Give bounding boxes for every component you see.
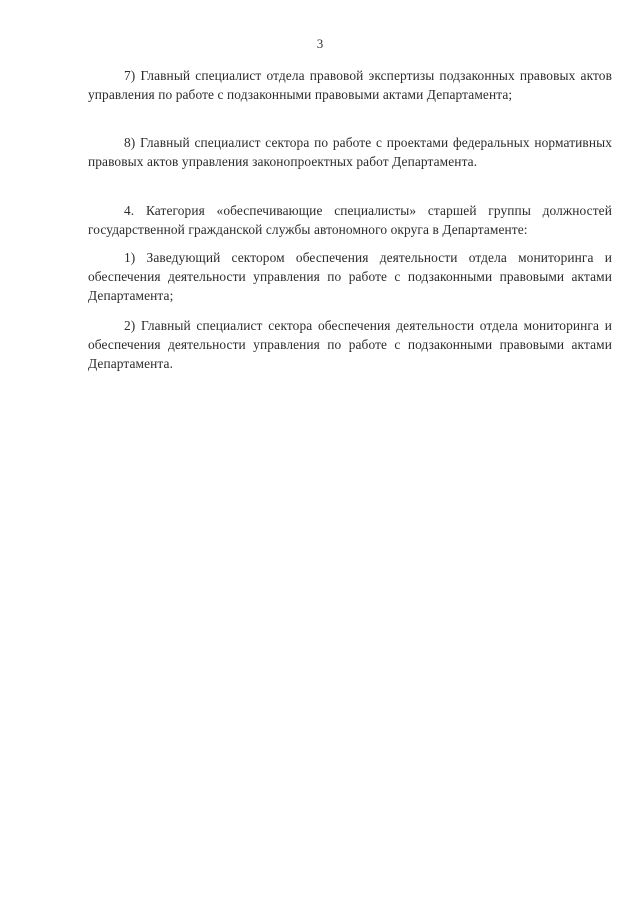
paragraph-item-8: 8) Главный специалист сектора по работе с проектами федеральных нормативных правовых актов управления законопроектных работ Департамента. — [88, 135, 612, 169]
paragraph-item-7: 7) Главный специалист отдела правовой экспертизы подзаконных правовых актов управления по работе с подзаконными правовыми актами Департамента; — [88, 68, 612, 102]
paragraph-item-1: 1) Заведующий сектором обеспечения деятельности отдела мониторинга и обеспечения деятельности управления по работе с подзаконными правовыми актами Департамента; — [88, 250, 612, 303]
page-number: 3 — [316, 36, 324, 51]
paragraph-item-2: 2) Главный специалист сектора обеспечения деятельности отдела мониторинга и обеспечения деятельности управления по работе с подзаконными правовыми актами Департамента. — [88, 318, 612, 371]
paragraph-category-4: 4. Категория «обеспечивающие специалисты» старшей группы должностей государственной гражданской службы автономного округа в Департаменте: — [88, 203, 612, 237]
